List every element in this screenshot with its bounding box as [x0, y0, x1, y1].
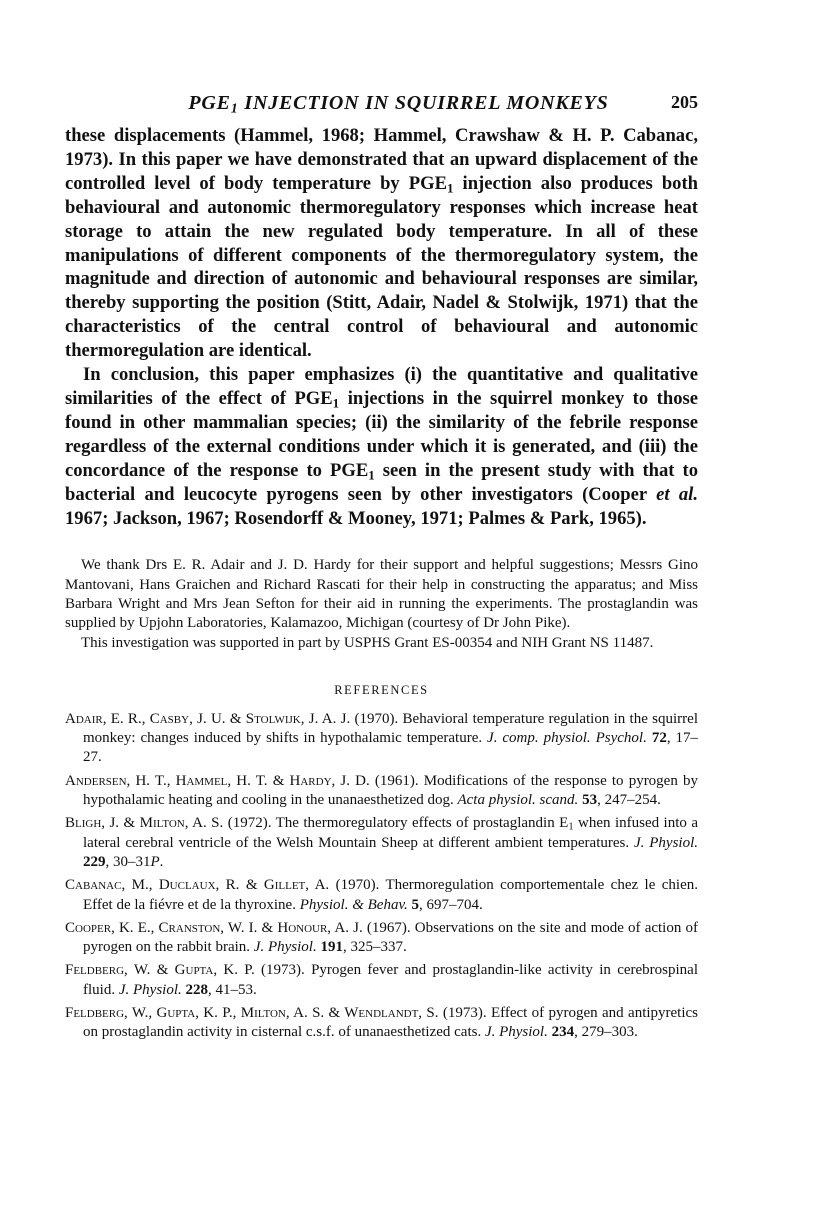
reference-item: Feldberg, W. & Gupta, K. P. (1973). Pyrogen fever and prostaglandin-like activity in cerebrospinal fluid. J. Physiol. 228, 41–53.	[65, 962, 698, 998]
running-title: $PGE_1$ INJECTION IN SQUIRREL MONKEYS	[188, 92, 609, 117]
reference-item: Adair, E. R., Casby, J. U. & Stolwijk, J. A. J. (1970). Behavioral temperature regulation in the squirrel monkey: changes induced by shifts in hypothalamic temperature. J. comp. physiol. Psychol. 72, 17–27.	[65, 710, 699, 766]
body-text	[65, 124, 698, 530]
journal-page	[65, 92, 698, 1047]
reference-item: Cabanac, M., Duclaux, R. & Gillet, A. (1970). Thermoregulation comportementale chez le chien. Effet de la fiévre et de la thyroxine. Physiol. & Behav. 5, 697–704.	[65, 877, 698, 913]
reference-item: Feldberg, W., Gupta, K. P., Milton, A. S. & Wendlandt, S. (1973). Effect of pyrogen and antipyretics on prostaglandin activity in cisternal c.s.f. of unanaesthetized cats. J. Physiol. 234, 279–303.	[65, 1005, 699, 1041]
body-paragraph: In conclusion, this paper emphasizes (i) the quantitative and qualitative similarities of the effect of $PGE_1$ injections in the squirrel monkey to those found in other mammalian species; (ii) the similarity of the febrile response regardless of the external conditions under which it is generated, and (iii) the concordance of the response to $PGE_1$ seen in the present study with that to bacterial and leucocyte pyrogens seen by other investigators (Cooper et al. 1967; Jackson, 1967; Rosendorff & Mooney, 1971; Palmes & Park, 1965).	[65, 364, 699, 529]
reference-item: Andersen, H. T., Hammel, H. T. & Hardy, J. D. (1961). Modifications of the response to pyrogen by hypothalamic heating and cooling in the unanaesthetized dog. Acta physiol. scand. 53, 247–254.	[65, 772, 698, 809]
running-header	[65, 92, 698, 124]
acknowledgement-paragraph: We thank Drs E. R. Adair and J. D. Hardy for their support and helpful suggestions; Messrs Gino Mantovani, Hans Graichen and Richard Rascati for their help in constructing the apparatus; and Miss Barbara Wright and Mrs Jean Sefton for their aid in running the experiments. The prostaglandin was supplied by Upjohn Laboratories, Kalamazoo, Michigan (courtesy of Dr John Pike).	[65, 557, 698, 632]
acknowledgements	[65, 556, 698, 652]
page-number: 205	[671, 92, 698, 112]
body-paragraph: these displacements (Hammel, 1968; Hammel, Crawshaw & H. P. Cabanac, 1973). In this paper we have demonstrated that an upward displacement of the controlled level of body temperature by $PGE_1$ injection also produces both behavioural and autonomic thermoregulatory responses which increase heat storage to attain the new regulated body temperature. In all of these manipulations of different components of the thermoregulatory system, the magnitude and direction of autonomic and behavioural responses are similar, thereby supporting the position (Stitt, Adair, Nadel & Stolwijk, 1971) that the characteristics of the central control of behavioural and autonomic thermoregulation are identical.	[65, 125, 698, 362]
references-heading: REFERENCES	[334, 682, 429, 697]
reference-list	[65, 710, 698, 1043]
reference-item: Cooper, K. E., Cranston, W. I. & Honour, A. J. (1967). Observations on the site and mode of action of pyrogen on the rabbit brain. J. Physiol. 191, 325–337.	[65, 919, 699, 956]
reference-item: Bligh, J. & Milton, A. S. (1972). The thermoregulatory effects of prostaglandin $E_1$ when infused into a lateral cerebral ventricle of the Welsh Mountain Sheep at different ambient temperatures. J. Physiol. 229, 30–31P.	[65, 815, 698, 870]
funding-paragraph: This investigation was supported in part by USPHS Grant ES-00354 and NIH Grant NS 11487.	[81, 634, 654, 651]
